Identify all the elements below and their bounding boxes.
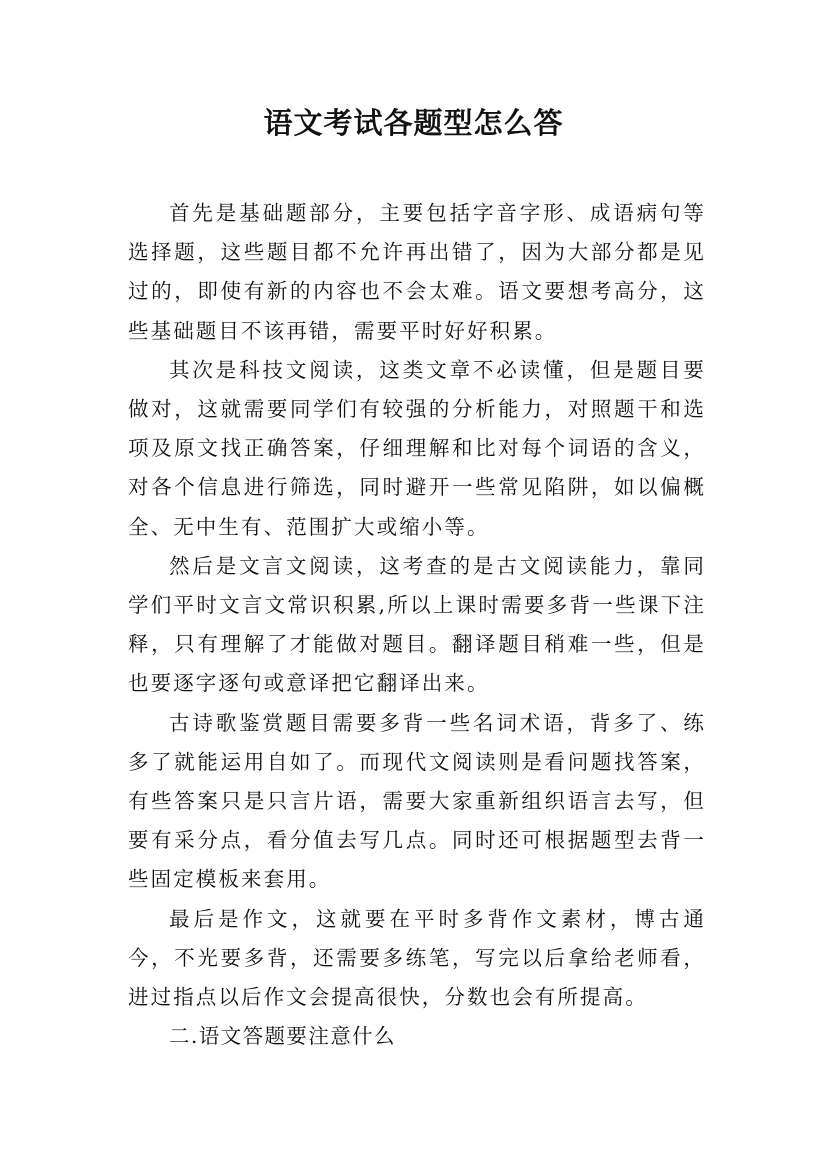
section-heading: 二.语文答题要注意什么 bbox=[169, 1024, 396, 1049]
paragraph-classical-chinese: 然后是文言文阅读，这考查的是古文阅读能力，靠同学们平时文言文常识积累,所以上课时需要多背一些课下注释，只有理解了才能做对题目。翻译题目稍难一些，但是也要逐字逐句或意译把它翻译出来。 bbox=[128, 553, 706, 696]
paragraph-composition: 最后是作文，这就要在平时多背作文素材，博古通今，不光要多背，还需要多练笔，写完以后拿给老师看，进过指点以后作文会提高很快，分数也会有所提高。 bbox=[128, 906, 706, 1010]
document-title: 语文考试各题型怎么答 bbox=[263, 106, 564, 140]
paragraph-poetry-modern-reading: 古诗歌鉴赏题目需要多背一些名词术语，背多了、练多了就能运用自如了。而现代文阅读则是看问题找答案，有些答案只是只言片语，需要大家重新组织语言去写，但要有采分点，看分值去写几点。同时还可根据题型去背一些固定模板来套用。 bbox=[128, 710, 706, 892]
paragraph-science-reading: 其次是科技文阅读，这类文章不必读懂，但是题目要做对，这就需要同学们有较强的分析能力，对照题干和选项及原文找正确答案，仔细理解和比对每个词语的含义，对各个信息进行筛选，同时避开一些常见陷阱，如以偏概全、无中生有、范围扩大或缩小等。 bbox=[128, 357, 706, 539]
document-body bbox=[128, 194, 706, 1056]
paragraph-basics: 首先是基础题部分，主要包括字音字形、成语病句等选择题，这些题目都不允许再出错了，因为大部分都是见过的，即使有新的内容也不会太难。语文要想考高分，这些基础题目不该再错，需要平时好好积累。 bbox=[128, 201, 706, 343]
